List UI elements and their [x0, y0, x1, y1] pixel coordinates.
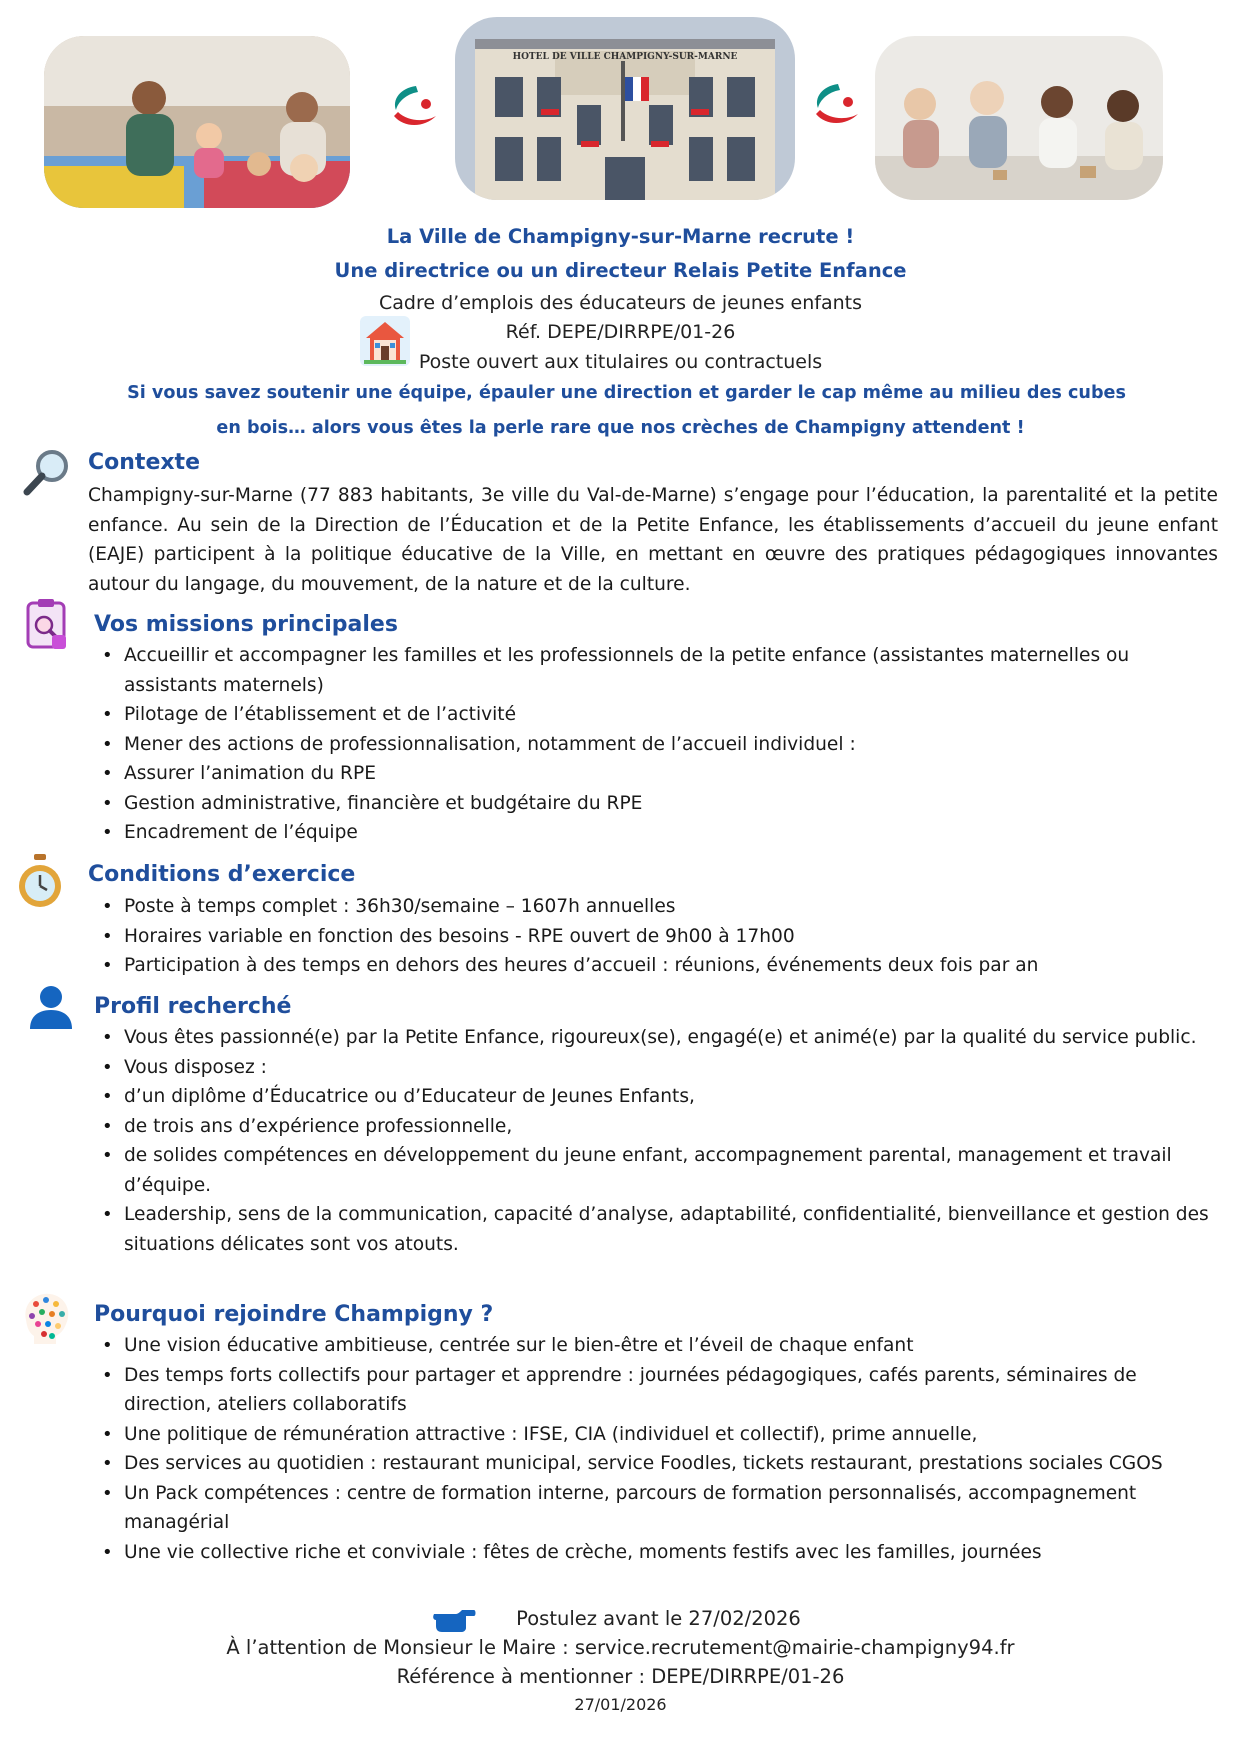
contact-line	[0, 1636, 1241, 1659]
townhall-sign: HOTEL DE VILLE CHAMPIGNY-SUR-MARNE	[512, 52, 738, 62]
city-logo-left	[386, 80, 444, 132]
list-item: • Assurer l’animation du RPE	[88, 759, 1228, 789]
list-item: • Pilotage de l’établissement et de l’activité	[88, 700, 1228, 730]
header-photo-family	[44, 36, 350, 208]
section-title-conditions: Conditions d’exercice	[88, 862, 356, 887]
person-icon	[28, 985, 74, 1031]
reference-mention-line: Référence à mentionner : DEPE/DIRRPE/01-26	[396, 1665, 845, 1688]
recruit-headline: La Ville de Champigny-sur-Marne recrute !	[386, 225, 855, 248]
list-item: • Des services au quotidien : restaurant municipal, service Foodles, tickets restaurant, prestations sociales CGOS	[88, 1449, 1228, 1479]
list-item: • Accueillir et accompagner les familles et les professionnels de la petite enfance (assistantes maternelles ou assistants maternels)	[88, 641, 1228, 700]
city-logo-right	[808, 78, 866, 130]
list-item: • d’un diplôme d’Éducatrice ou d’Educateur de Jeunes Enfants,	[88, 1082, 1228, 1112]
list-item: • Participation à des temps en dehors des heures d’accueil : réunions, événements deux fois par an	[88, 951, 1228, 981]
section-title-pourquoi: Pourquoi rejoindre Champigny ?	[94, 1302, 494, 1327]
tagline-line-1: Si vous savez soutenir une équipe, épauler une direction et garder le cap même au milieu des cubes	[127, 383, 1126, 403]
list-item: • de solides compétences en développement du jeune enfant, accompagnement parental, management et travail d’équipe.	[88, 1141, 1228, 1200]
contexte-paragraph: Champigny-sur-Marne (77 883 habitants, 3e ville du Val-de-Marne) s’engage pour l’éducation, la parentalité et la petite enfance. Au sein de la Direction de l’Éducation et de la Petite Enfance, les établissements d’accueil du jeune enfant (EAJE) participent à la politique éducative de la Ville, en mettant en œuvre des pratiques pédagogiques innovantes autour du langage, du mouvement, de la nature et de la culture.	[88, 485, 1218, 595]
stopwatch-icon	[14, 852, 66, 910]
missions-list	[88, 641, 1228, 848]
reference-line: Réf. DEPE/DIRRPE/01-26	[505, 321, 736, 343]
list-item: • de trois ans d’expérience professionnelle,	[88, 1112, 1228, 1142]
list-item: • Gestion administrative, financière et budgétaire du RPE	[88, 789, 1228, 819]
deadline-line: Postulez avant le 27/02/2026	[516, 1607, 801, 1630]
position-headline: Une directrice ou un directeur Relais Petite Enfance	[334, 259, 907, 282]
list-item: • Une politique de rémunération attractive : IFSE, CIA (individuel et collectif), prime annuelle,	[88, 1420, 1228, 1450]
list-item: • Une vision éducative ambitieuse, centrée sur le bien-être et l’éveil de chaque enfant	[88, 1331, 1228, 1361]
colorful-head-icon	[16, 1290, 74, 1346]
list-item: • Un Pack compétences : centre de formation interne, parcours de formation personnalisés, accompagnement managérial	[88, 1479, 1228, 1538]
open-to-line: Poste ouvert aux titulaires ou contractuels	[418, 351, 823, 373]
section-title-profil: Profil recherché	[94, 994, 292, 1019]
header-photo-townhall	[455, 17, 795, 200]
magnifier-icon	[22, 447, 72, 497]
cadre-line: Cadre d’emplois des éducateurs de jeunes enfants	[379, 292, 862, 314]
list-item: • Vous êtes passionné(e) par la Petite Enfance, rigoureux(se), engagé(e) et animé(e) par la qualité du service public.	[88, 1023, 1228, 1053]
list-item: • Une vie collective riche et conviviale : fêtes de crèche, moments festifs avec les familles, journées	[88, 1538, 1228, 1568]
list-item: • Mener des actions de professionnalisation, notamment de l’accueil individuel :	[88, 730, 1228, 760]
tagline-line-2: en bois… alors vous êtes la perle rare que nos crèches de Champigny attendent !	[216, 418, 1025, 438]
contact-email-text[interactable]: À l’attention de Monsieur le Maire : service.recrutement@mairie-champigny94.fr	[226, 1636, 1015, 1659]
list-item: • Leadership, sens de la communication, capacité d’analyse, adaptabilité, confidentialité, bienveillance et gestion des situations délicates sont vos atouts.	[88, 1200, 1228, 1259]
header-photo-babies	[875, 36, 1163, 200]
pourquoi-list	[88, 1331, 1228, 1567]
list-item: • Encadrement de l’équipe	[88, 818, 1228, 848]
list-item: • Horaires variable en fonction des besoins - RPE ouvert de 9h00 à 17h00	[88, 922, 1228, 952]
list-item: • Des temps forts collectifs pour partager et apprendre : journées pédagogiques, cafés parents, séminaires de direction, ateliers collaboratifs	[88, 1361, 1228, 1420]
profil-list	[88, 1023, 1228, 1259]
conditions-list	[88, 892, 1228, 981]
clipboard-icon	[22, 597, 72, 651]
document-date: 27/01/2026	[574, 1695, 667, 1714]
section-title-contexte: Contexte	[88, 450, 200, 475]
section-title-missions: Vos missions principales	[94, 612, 398, 637]
list-item: • Vous disposez :	[88, 1053, 1228, 1083]
list-item: • Poste à temps complet : 36h30/semaine – 1607h annuelles	[88, 892, 1228, 922]
